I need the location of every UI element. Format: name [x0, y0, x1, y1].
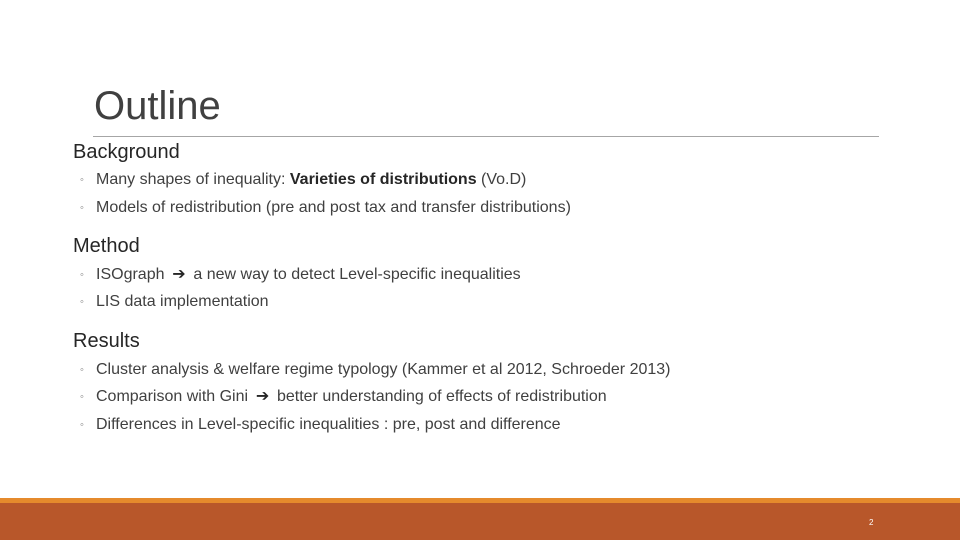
bullet-models-of-redistribution — [80, 198, 571, 218]
bullet-text-suffix: (Vo.D) — [476, 171, 527, 188]
bullet-text-after-arrow: a new way to detect Level-specific inequalities — [193, 266, 521, 283]
bullet-marker: ◦ — [80, 391, 84, 403]
bullet-differences-level-specific — [80, 415, 561, 435]
title-divider — [93, 136, 879, 137]
slide-title: Outline — [94, 84, 221, 128]
bullet-text: Cluster analysis & welfare regime typology (Kammer et al 2012, Schroeder 2013) — [96, 361, 671, 378]
arrow-right-icon: ➔ — [255, 388, 270, 405]
bullet-cluster-analysis — [80, 360, 671, 380]
arrow-right-icon: ➔ — [172, 266, 186, 283]
bullet-text: Differences in Level-specific inequalities : pre, post and difference — [96, 416, 561, 433]
bullet-text-after-arrow: better understanding of effects of redistribution — [276, 388, 607, 405]
bullet-text: Models of redistribution (pre and post tax and transfer distributions) — [96, 199, 571, 216]
bullet-marker: ◦ — [80, 364, 84, 376]
bullet-text: Comparison with Gini — [96, 388, 249, 405]
bullet-marker: ◦ — [80, 174, 84, 186]
bullet-marker: ◦ — [80, 269, 84, 281]
bullet-marker: ◦ — [80, 202, 84, 214]
bullet-bold-text: Varieties of distributions — [289, 171, 477, 188]
bullet-lis-data — [80, 292, 269, 312]
slide-number: 2 — [869, 518, 874, 527]
section-heading-results: Results — [73, 330, 140, 352]
section-heading-background: Background — [73, 141, 180, 163]
bullet-text: Many shapes of inequality: — [96, 171, 290, 188]
bullet-varieties-of-distributions — [80, 170, 526, 190]
bullet-text: LIS data implementation — [96, 293, 269, 310]
section-heading-method: Method — [73, 235, 140, 257]
bullet-comparison-with-gini — [80, 387, 607, 407]
footer-bar — [0, 503, 960, 540]
bullet-marker: ◦ — [80, 419, 84, 431]
bullet-text: ISOgraph — [96, 266, 165, 283]
bullet-marker: ◦ — [80, 296, 84, 308]
bullet-isograph — [80, 265, 521, 285]
